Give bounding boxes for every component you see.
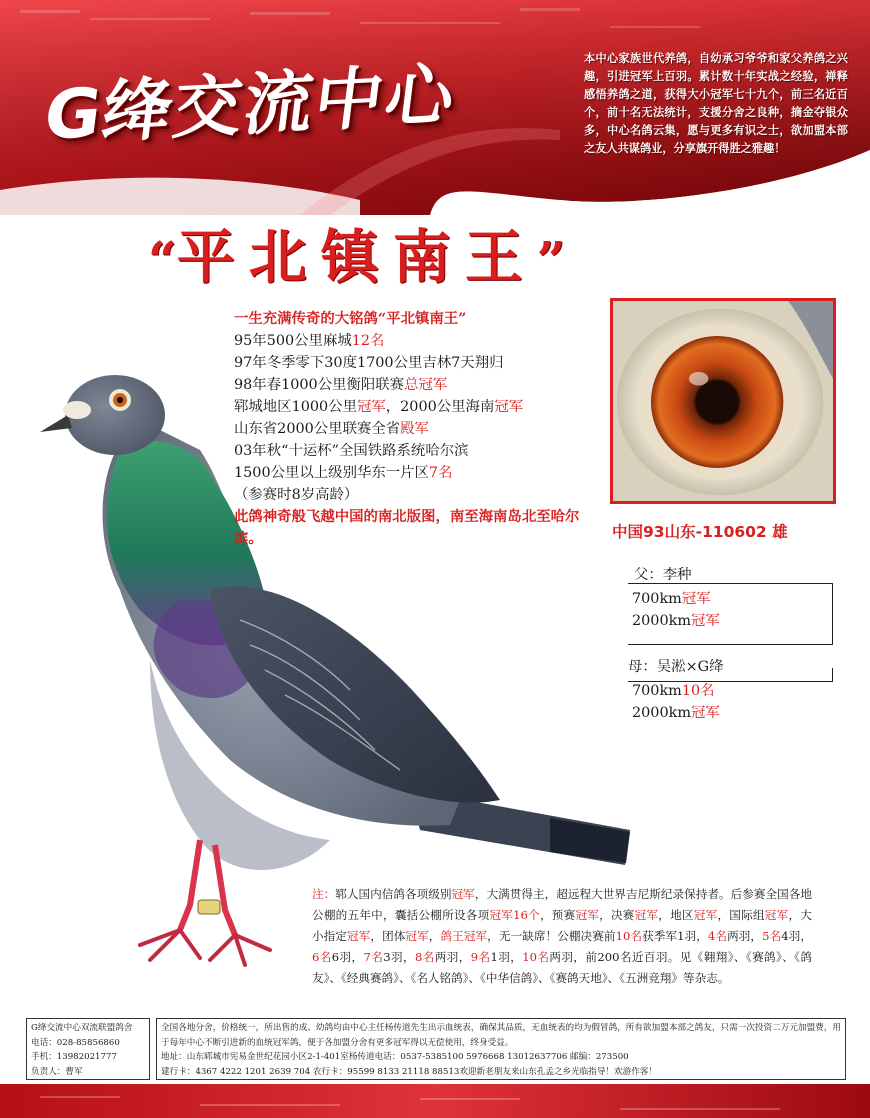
note-segment: 鸽王冠军	[440, 929, 488, 943]
note-segment: 郓人国内信鸽各项级别	[335, 887, 452, 901]
sire-result-segment: 冠军	[691, 613, 720, 629]
achievement-segment: 1500公里以上级别华东一片区	[234, 465, 429, 481]
brand-title: G绛交流中心	[39, 55, 461, 156]
achievement-segment: 95年500公里麻城	[234, 333, 352, 349]
note-segment: ，大满贯得主，超远程大世界吉尼斯纪录保持者。后参赛全国各地公棚的五年中，囊括公棚所设各项	[312, 887, 812, 922]
achievement-segment: 冠军	[494, 399, 524, 415]
note-segment: 6羽，	[331, 950, 364, 964]
contact-phone: 电话：028-85856860	[31, 1037, 120, 1048]
open-quote: “	[148, 230, 177, 289]
dam-result-1	[632, 681, 715, 701]
sire-result-2	[632, 611, 720, 631]
close-quote: ”	[536, 230, 566, 289]
achievement-segment: 12名	[351, 333, 385, 349]
note-segment: 冠军	[764, 908, 789, 922]
pedigree	[620, 563, 835, 733]
eye-photo	[613, 301, 833, 501]
achievements-headline: 一生充满传奇的大铭鸽“平北镇南王”	[234, 310, 467, 327]
note-segment: 两羽，	[727, 929, 763, 943]
achievement-segment: 97年冬季零下30度1700公里吉林7天翔归	[234, 355, 504, 371]
note-segment: 注：	[312, 887, 336, 901]
address-line: 地址：山东郓城市宪易金世纪花园小区2-1-401室杨传道电话：0537-5385100 5976668 13012637706 邮编：273500	[161, 1052, 629, 1062]
membership-terms: 全国各地分舍，价格统一，所出售的成、幼鸽均由中心主任杨传道先生出示血统表，确保其品质，无血统表的均为假冒鸽，所有欲加盟本部之鸽友，只需一次投资二万元加盟费，用于每年中心不断引进新的血统冠军鸽，便于各加盟分舍有更多冠军得以无偿使用，终身受益。	[161, 1023, 841, 1048]
dam-result-segment: 2000km	[632, 705, 691, 721]
achievement-segment: 7名	[428, 465, 453, 481]
achievement-segment: 殿军	[400, 421, 429, 437]
membership-info-box	[156, 1018, 846, 1080]
note-segment: 8名	[415, 950, 435, 964]
note-segment: 获季军1羽，	[642, 929, 708, 943]
pigeon-nickname-headline	[148, 210, 668, 290]
achievement-line	[234, 440, 594, 462]
note-segment: ，地区	[658, 908, 694, 922]
sire-result-segment: 700km	[632, 591, 682, 607]
note-segment: 冠军	[575, 908, 600, 922]
ring-number: 中国93山东-110602 雄	[612, 523, 788, 541]
achievement-line	[234, 396, 594, 418]
achievements-block	[234, 308, 594, 573]
note-segment: 冠军	[347, 929, 371, 943]
dam-result-segment: 10名	[681, 683, 715, 699]
achievements-summary: 此鸽神奇般飞越中国的南北版图，南至海南岛北至哈尔滨。	[234, 508, 580, 547]
achievement-lines	[234, 330, 594, 506]
sire-label: 父：李种	[634, 567, 692, 583]
dam-result-segment: 冠军	[691, 705, 720, 721]
header-banner	[0, 0, 870, 215]
contact-manager: 负责人：曹军	[31, 1066, 83, 1077]
achievement-segment: 98年春1000公里衡阳联赛	[234, 377, 405, 393]
dam-result-2	[632, 703, 720, 723]
achievement-line	[234, 484, 594, 506]
dam-result-segment: 700km	[632, 683, 682, 699]
note-segment: 6名	[312, 950, 332, 964]
note-segment: 4羽，	[781, 929, 812, 943]
note-segment: 10名	[615, 929, 643, 943]
note-segment: 10名	[522, 950, 550, 964]
achievement-segment: 总冠军	[404, 377, 448, 393]
achievement-segment: ，2000公里海南	[385, 399, 495, 415]
note-segment: 冠军16个	[489, 908, 540, 922]
achievement-line	[234, 374, 594, 396]
note-segment: 冠军	[451, 887, 475, 901]
note-segment: ，大小指定	[312, 908, 812, 943]
note-segment: 1羽，	[490, 950, 523, 964]
note-segment: 两羽，前200名近百羽。见《翱翔》、《赛鸽》、《鸽友》、《经典赛鸽》、《名人铭鸽》、《中华信鸽》、《赛鸽天地》、《五洲竞翔》等杂志。	[312, 950, 812, 985]
pigeon-nickname: 平北镇南王	[176, 223, 537, 291]
contact-org: G绛交流中心双流联盟鸽舍	[31, 1023, 133, 1033]
achievement-segment: 郓城地区1000公里	[234, 399, 357, 415]
sire-result-1	[632, 589, 711, 609]
note-paragraph	[312, 884, 812, 994]
sire-result-segment: 2000km	[632, 613, 691, 629]
note-segment: 3羽，	[383, 950, 416, 964]
center-introduction: 本中心家族世代养鸽，自幼承习爷爷和家父养鸽之兴趣，引进冠军上百羽。累计数十年实战之经验，禅释感悟养鸽之道，获得大小冠军七十九个，前三名近百个，前十名无法统计，支援分舍之良种，摘金夺银众多，中心名鸽云集，愿与更多有识之士，欲加盟本部之友人共谋鸽业，分享旗开得胜之雅趣！	[584, 52, 848, 155]
note-segment: 两羽，	[434, 950, 471, 964]
note-segment: ，决赛	[599, 908, 635, 922]
contact-box	[26, 1018, 150, 1080]
contact-mobile: 手机：13982021777	[31, 1052, 117, 1062]
achievement-line	[234, 462, 594, 484]
note-segment: 4名	[707, 929, 728, 943]
note-segment: ，团体	[370, 929, 406, 943]
note-segment: ，无一缺席！公棚决赛前	[487, 929, 616, 943]
achievement-segment: 山东省2000公里联赛全省	[234, 421, 401, 437]
sire-result-segment: 冠军	[681, 591, 711, 607]
note-segment: 冠军	[693, 908, 718, 922]
achievement-line	[234, 330, 594, 352]
achievement-segment: 冠军	[356, 399, 386, 415]
note-segment: 9名	[470, 950, 491, 964]
note-segment: ，国际组	[717, 908, 765, 922]
achievement-segment: （参赛时8岁高龄）	[234, 487, 359, 503]
bank-account-line: 建行卡：4367 4222 1201 2639 704 农行卡：95599 8133 21118 88513欢迎新老朋友来山东孔孟之乡光临指导！欢游作客！	[161, 1066, 658, 1077]
achievement-line	[234, 418, 594, 440]
note-segment: 5名	[762, 929, 782, 943]
note-segment: 冠军	[405, 929, 429, 943]
note-segment: 冠军	[634, 908, 659, 922]
note-segment: ，预赛	[539, 908, 576, 922]
achievement-segment: 03年秋“十运杯”全国铁路系统哈尔滨	[234, 443, 469, 459]
note-segment: ，	[428, 929, 441, 943]
eye-photo-frame	[610, 298, 836, 504]
achievement-line	[234, 352, 594, 374]
note-segment: 7名	[363, 950, 384, 964]
dam-label: 母：吴淞×G绛	[628, 659, 724, 675]
